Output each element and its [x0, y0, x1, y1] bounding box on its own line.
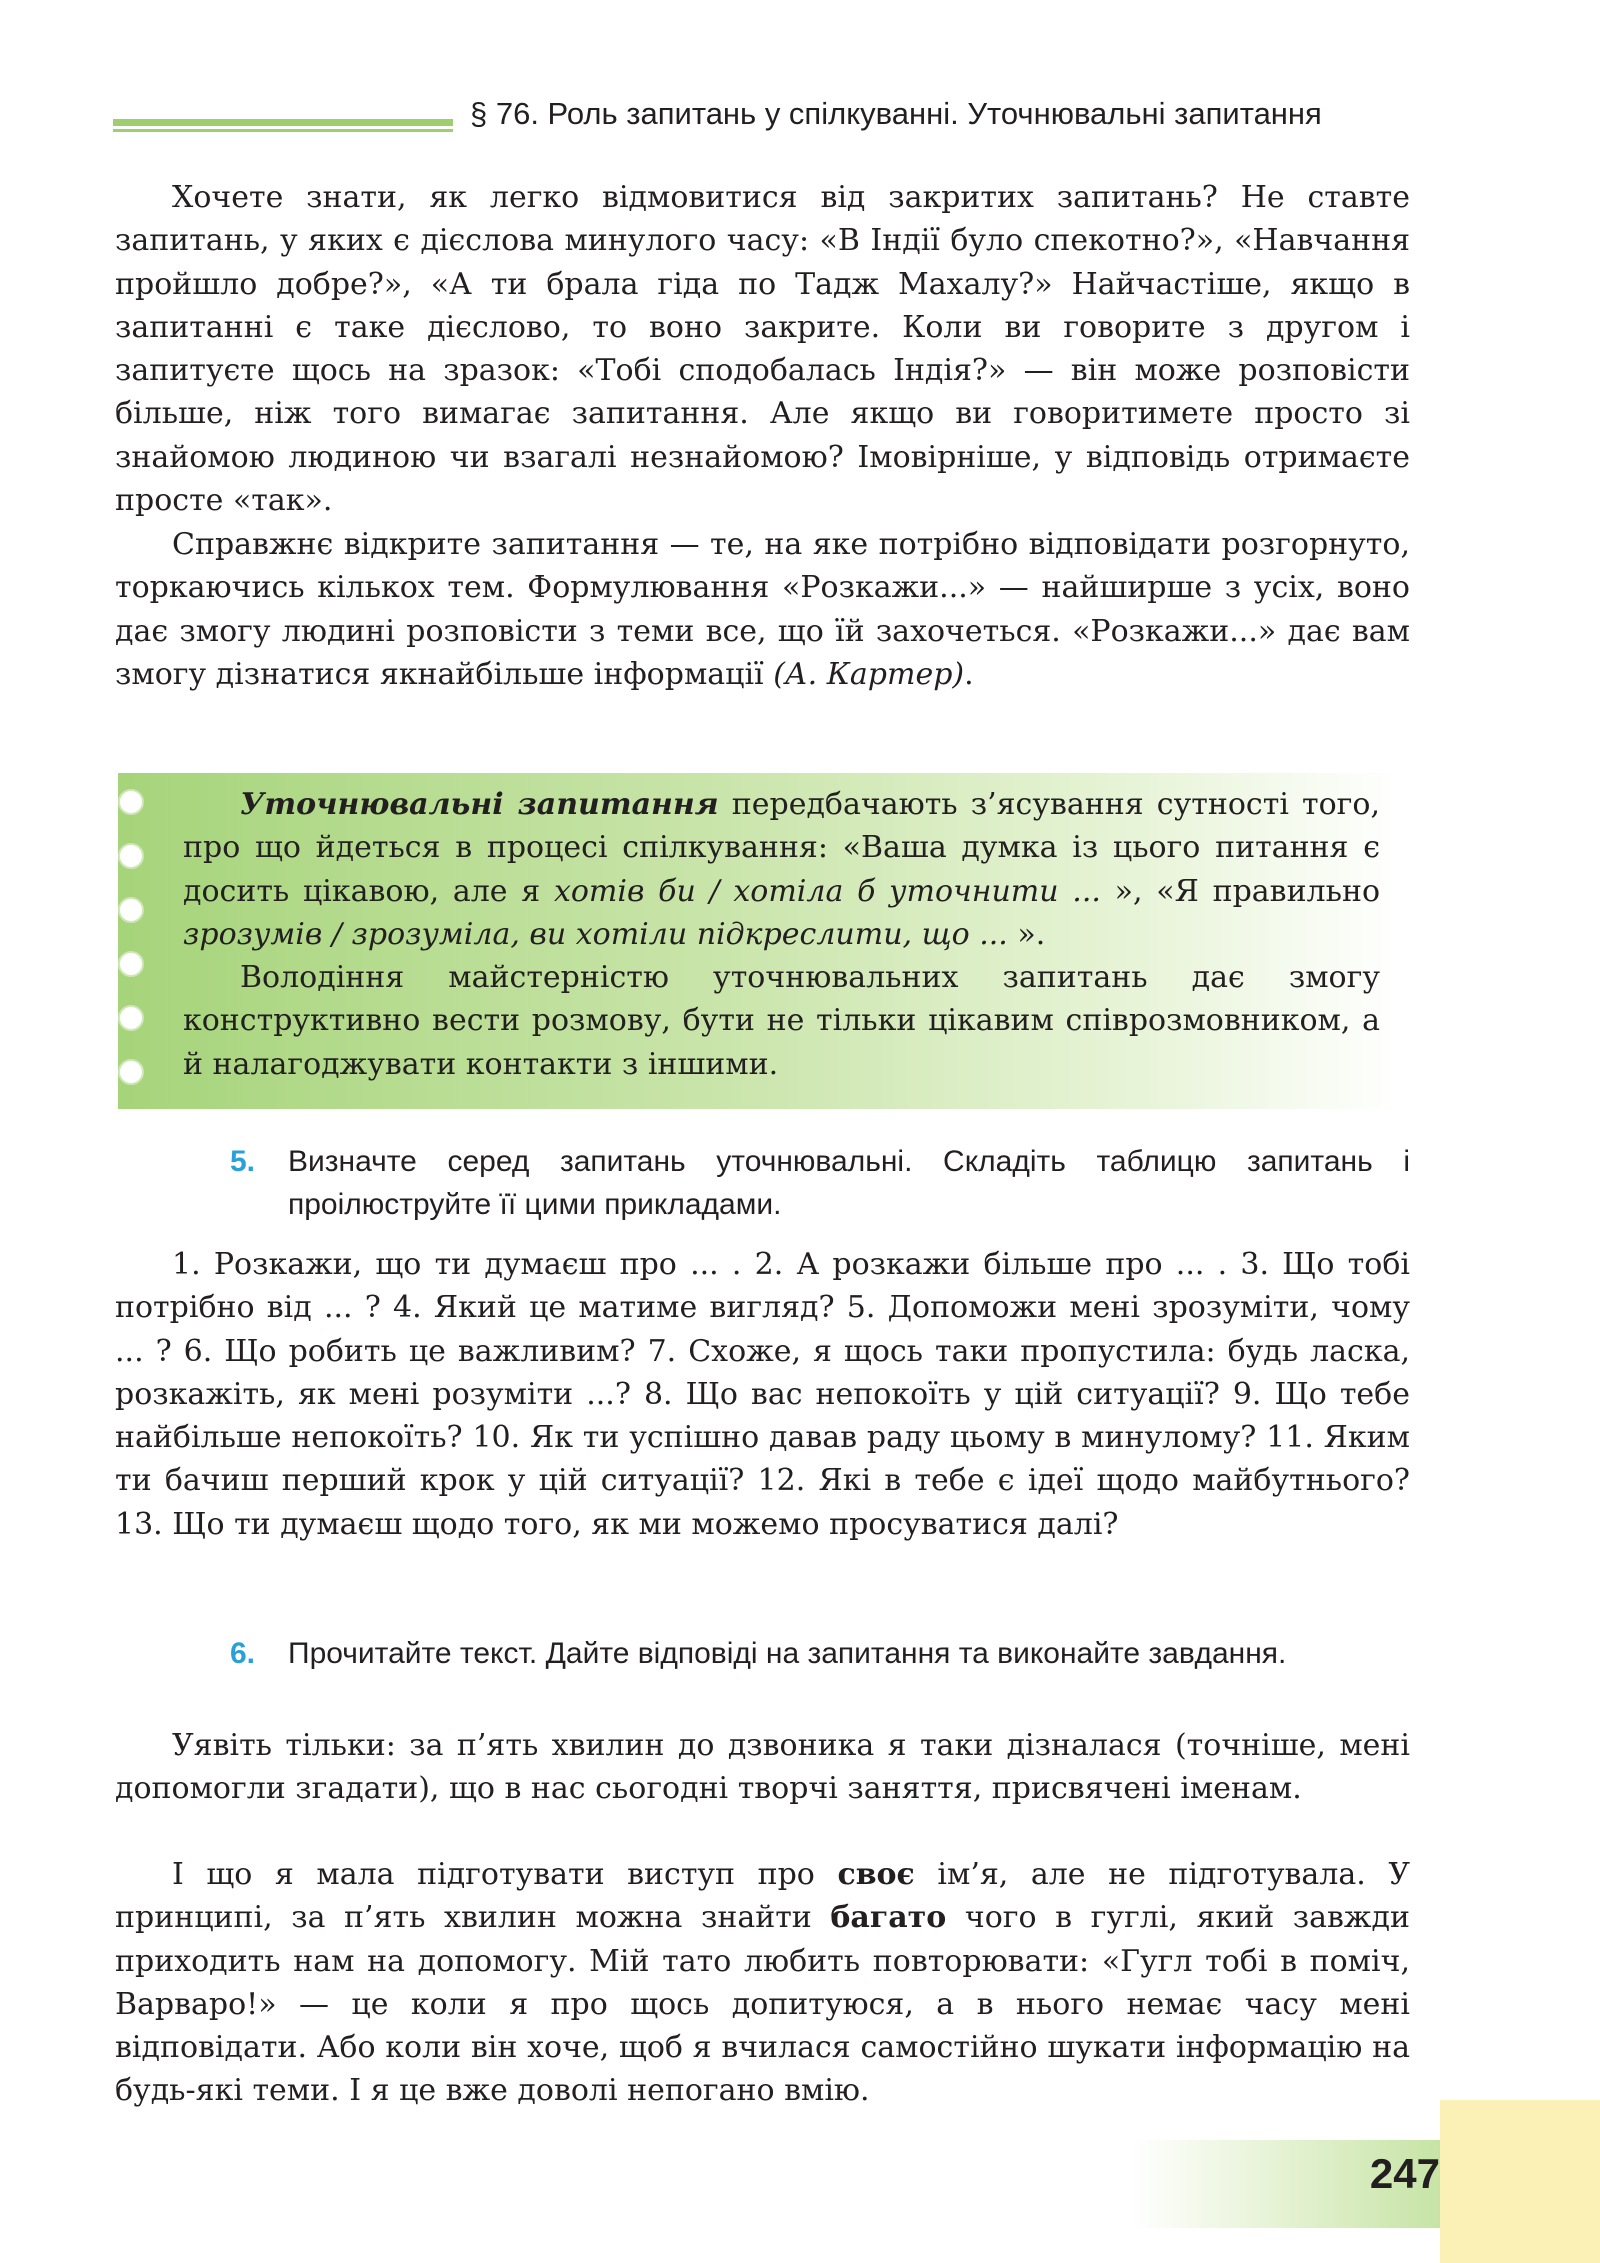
rule-term: Уточнювальні запитання: [240, 787, 719, 822]
task-text: Прочитайте текст. Дайте відповіді на запитання та виконайте завдання.: [288, 1637, 1287, 1670]
rule-text-c: ».: [1007, 916, 1046, 952]
notebook-hole: [118, 951, 144, 977]
intro-paragraph-1: Хочете знати, як легко відмовитися від закритих запитань? Не ставте запитань, у яких є дієслова минулого часу: «В Індії було спекотно?», «Навчання пройшло добре?», «А ти брала гіда по Тадж Махалу?» Найчастіше, якщо в запитанні є таке дієслово, то воно закрите. Коли ви говорите з другом і запитуєте щось на зразок: «Тобі сподобалась Індія?» — він може розповісти більше, ніж того вимагає запитання. Але якщо ви говоритимете просто зі знайомою людиною чи взагалі незнайомою? Імовірніше, у відповідь отримаєте просте «так».: [115, 180, 1410, 519]
notebook-hole: [118, 1059, 144, 1085]
rule-paragraph-2: Володіння майстерністю уточнювальних запитань дає змогу конструктивно вести розмову, бути не тільки цікавим співрозмовником, а й налагоджувати контакти з іншими.: [183, 960, 1380, 1082]
rule-definition: [183, 783, 1380, 956]
notebook-hole: [118, 897, 144, 923]
task-6: [230, 1632, 1410, 1675]
rule-text-b: », «Я правильно: [1100, 873, 1381, 909]
citation-author: (А. Картер): [773, 656, 965, 692]
task-number: 5.: [230, 1145, 256, 1178]
task-5: [230, 1140, 1410, 1226]
intro-paragraph-2-end: .: [964, 656, 974, 692]
story-paragraph-1: Уявіть тільки: за п’ять хвилин до дзвоника я таки дізналася (точніше, мені допомогли згадати), що в нас сьогодні творчі заняття, присвячені іменам.: [115, 1728, 1410, 1807]
questions-list: 1. Розкажи, що ти думаєш про ... . 2. А розкажи більше про ... . 3. Що тобі потрібно від ... ? 4. Який це матиме вигляд? 5. Допоможи мені зрозуміти, чому ... ? 6. Що робить це важливим? 7. Схоже, я щось таки пропустила: будь ласка, розкажіть, як мені розуміти ...? 8. Що вас непокоїть у цій ситуації? 9. Що тебе найбільше непокоїть? 10. Як ти успішно давав раду цьому в минулому? 11. Яким ти бачиш перший крок у цій ситуації? 12. Які в тебе є ідеї щодо майбутнього? 13. Що ти думаєш щодо того, як ми можемо просуватися далі?: [115, 1247, 1410, 1542]
intro-paragraph-2-text: Справжнє відкрите запитання — те, на яке потрібно відповідати розгорнуто, торкаючись кількох тем. Формулювання «Розкажи...» — найширше з усіх, воно дає змогу людині розповісти з теми все, що їй захочеться. «Розкажи...» дає вам змогу дізнатися якнайбільше інформації: [115, 527, 1410, 692]
section-header: § 76. Роль запитань у спілкуванні. Уточнювальні запитання: [470, 96, 1322, 131]
story-paragraph-2: [115, 1853, 1410, 2113]
story-text-c: чого в гуглі, який завжди приходить нам на допомогу. Мій тато любить повторювати: «Гугл тобі в поміч, Варваро!» — це коли я про щось допитуюся, а в нього немає часу мені відповідати. Або коли він хоче, щоб я вчилася самостійно шукати інформацію на будь-які теми. І я це вже доволі непогано вмію.: [115, 1900, 1410, 2109]
notebook-hole: [118, 789, 144, 815]
page-number: 247: [1369, 2150, 1440, 2197]
notebook-hole: [118, 1005, 144, 1031]
rule-text-a: передбачають з’ясування сутності того, про що йдеться в процесі спілкування: «Ваша думка із цього питання є досить цікавою, але я: [183, 787, 1380, 909]
rule-example-b: зрозумів / зрозуміла, ви хотіли підкреслити, що ...: [183, 916, 1008, 952]
header-decorative-rule: [113, 119, 453, 135]
intro-paragraph-2: [115, 523, 1410, 696]
story-emphasis-2: багато: [830, 1900, 947, 1936]
task-number: 6.: [230, 1637, 256, 1670]
rule-example-a: хотів би / хотіла б уточнити ...: [553, 873, 1101, 909]
footer-corner-accent: [1440, 2100, 1600, 2263]
story-text-b: ім’я, але не підготувала. У принципі, за п’ять хвилин можна знайти: [115, 1857, 1411, 1936]
story-emphasis-1: своє: [837, 1857, 915, 1892]
rule-box-text: [183, 783, 1380, 1086]
task-text: Визначте серед запитань уточнювальні. Складіть таблицю запитань і проілюструйте її цими прикладами.: [288, 1145, 1410, 1221]
story-text-a: І що я мала підготувати виступ про: [172, 1857, 838, 1892]
notebook-hole: [118, 843, 144, 869]
